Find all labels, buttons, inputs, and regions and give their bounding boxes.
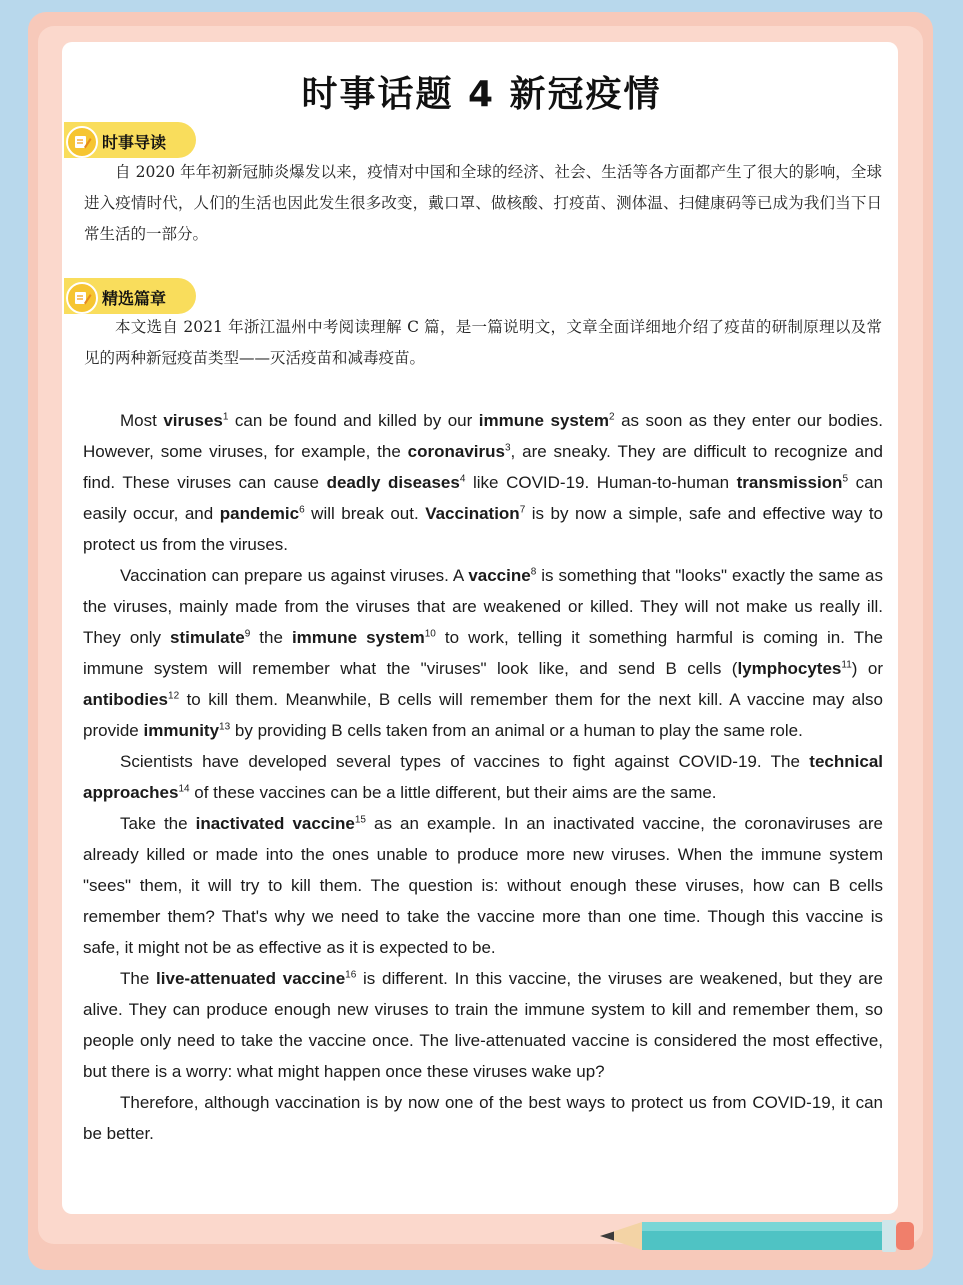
news-intro-text: 自 2020 年年初新冠肺炎爆发以来，疫情对中国和全球的经济、社会、生活等各方面都产生了很大的影响，全球进入疫情时代，人们的生活也因此发生很多改变，戴口罩、做核酸、打疫苗、测体温、扫健康码等已成为我们当下日常生活的一部分。 bbox=[84, 163, 882, 243]
article-paragraph-4: Take the inactivated vaccine$^{15}$ as an example. In an inactivated vaccine, the coronaviruses are already killed or made into the ones unable to produce more new viruses. When the immune system "sees" them, it will try to kill them. The question is: without enough these viruses, how can B cells remember them? That's why we need to take the vaccine more than one time. Though this vaccine is safe, it might not be as effective as it is expected to be. bbox=[83, 814, 883, 957]
article-paragraph-6: Therefore, although vaccination is by now one of the best ways to protect us from COVID-19, it can be better. bbox=[83, 1093, 883, 1143]
pencil-note-icon bbox=[66, 126, 98, 158]
article-intro-text: 本文选自 2021 年浙江温州中考阅读理解 C 篇，是一篇说明文，文章全面详细地介绍了疫苗的研制原理以及常见的两种新冠疫苗类型——灭活疫苗和减毒疫苗。 bbox=[84, 318, 882, 367]
article-paragraph-1: Most viruses$^1$ can be found and killed by our immune system$^2$ as soon as they enter our bodies. However, some viruses, for example, the coronavirus$^3$, are sneaky. They are difficult to recognize and find. These viruses can cause deadly diseases$^4$ like COVID-19. Human-to-human transmission$^5$ can easily occur, and pandemic$^6$ will break out. Vaccination$^7$ is by now a simple, safe and effective way to protect us from the viruses. bbox=[83, 411, 884, 554]
section-label: 精选篇章 bbox=[102, 289, 167, 308]
article-body bbox=[83, 405, 883, 1149]
article-paragraph-5: The live-attenuated vaccine$^{16}$ is different. In this vaccine, the viruses are weakened, but they are alive. They can produce enough new viruses to train the immune system to kill and remember them, so people only need to take the vaccine once. The live-attenuated vaccine is considered the most effective, but there is a worry: what might happen once these viruses wake up? bbox=[83, 969, 883, 1081]
article-paragraph-3: Scientists have developed several types of vaccines to fight against COVID-19. The technical approaches$^{14}$ of these vaccines can be a little different, but their aims are the same. bbox=[83, 752, 883, 802]
section-label: 时事导读 bbox=[102, 133, 167, 152]
page-title: 时事话题 4 新冠疫情 bbox=[301, 74, 662, 115]
pencil-icon bbox=[600, 1210, 920, 1260]
section-badge-news-intro bbox=[64, 122, 196, 158]
article-paragraph-2: Vaccination can prepare us against viruses. A vaccine$^8$ is something that "looks" exactly the same as the viruses, mainly made from the viruses that are weakened or killed. They will not make us really ill. They only stimulate$^9$ the immune system$^{10}$ to work, telling it something harmful is coming in. The immune system will remember what the "viruses" look like, and send B cells (lymphocytes$^{11}$) or antibodies$^{12}$ to kill them. Meanwhile, B cells will remember them for the next kill. A vaccine may also provide immunity$^{13}$ by providing B cells taken from an animal or a human to play the same role. bbox=[83, 566, 883, 740]
pencil-note-icon bbox=[66, 282, 98, 314]
section-badge-selected-article bbox=[64, 278, 196, 314]
